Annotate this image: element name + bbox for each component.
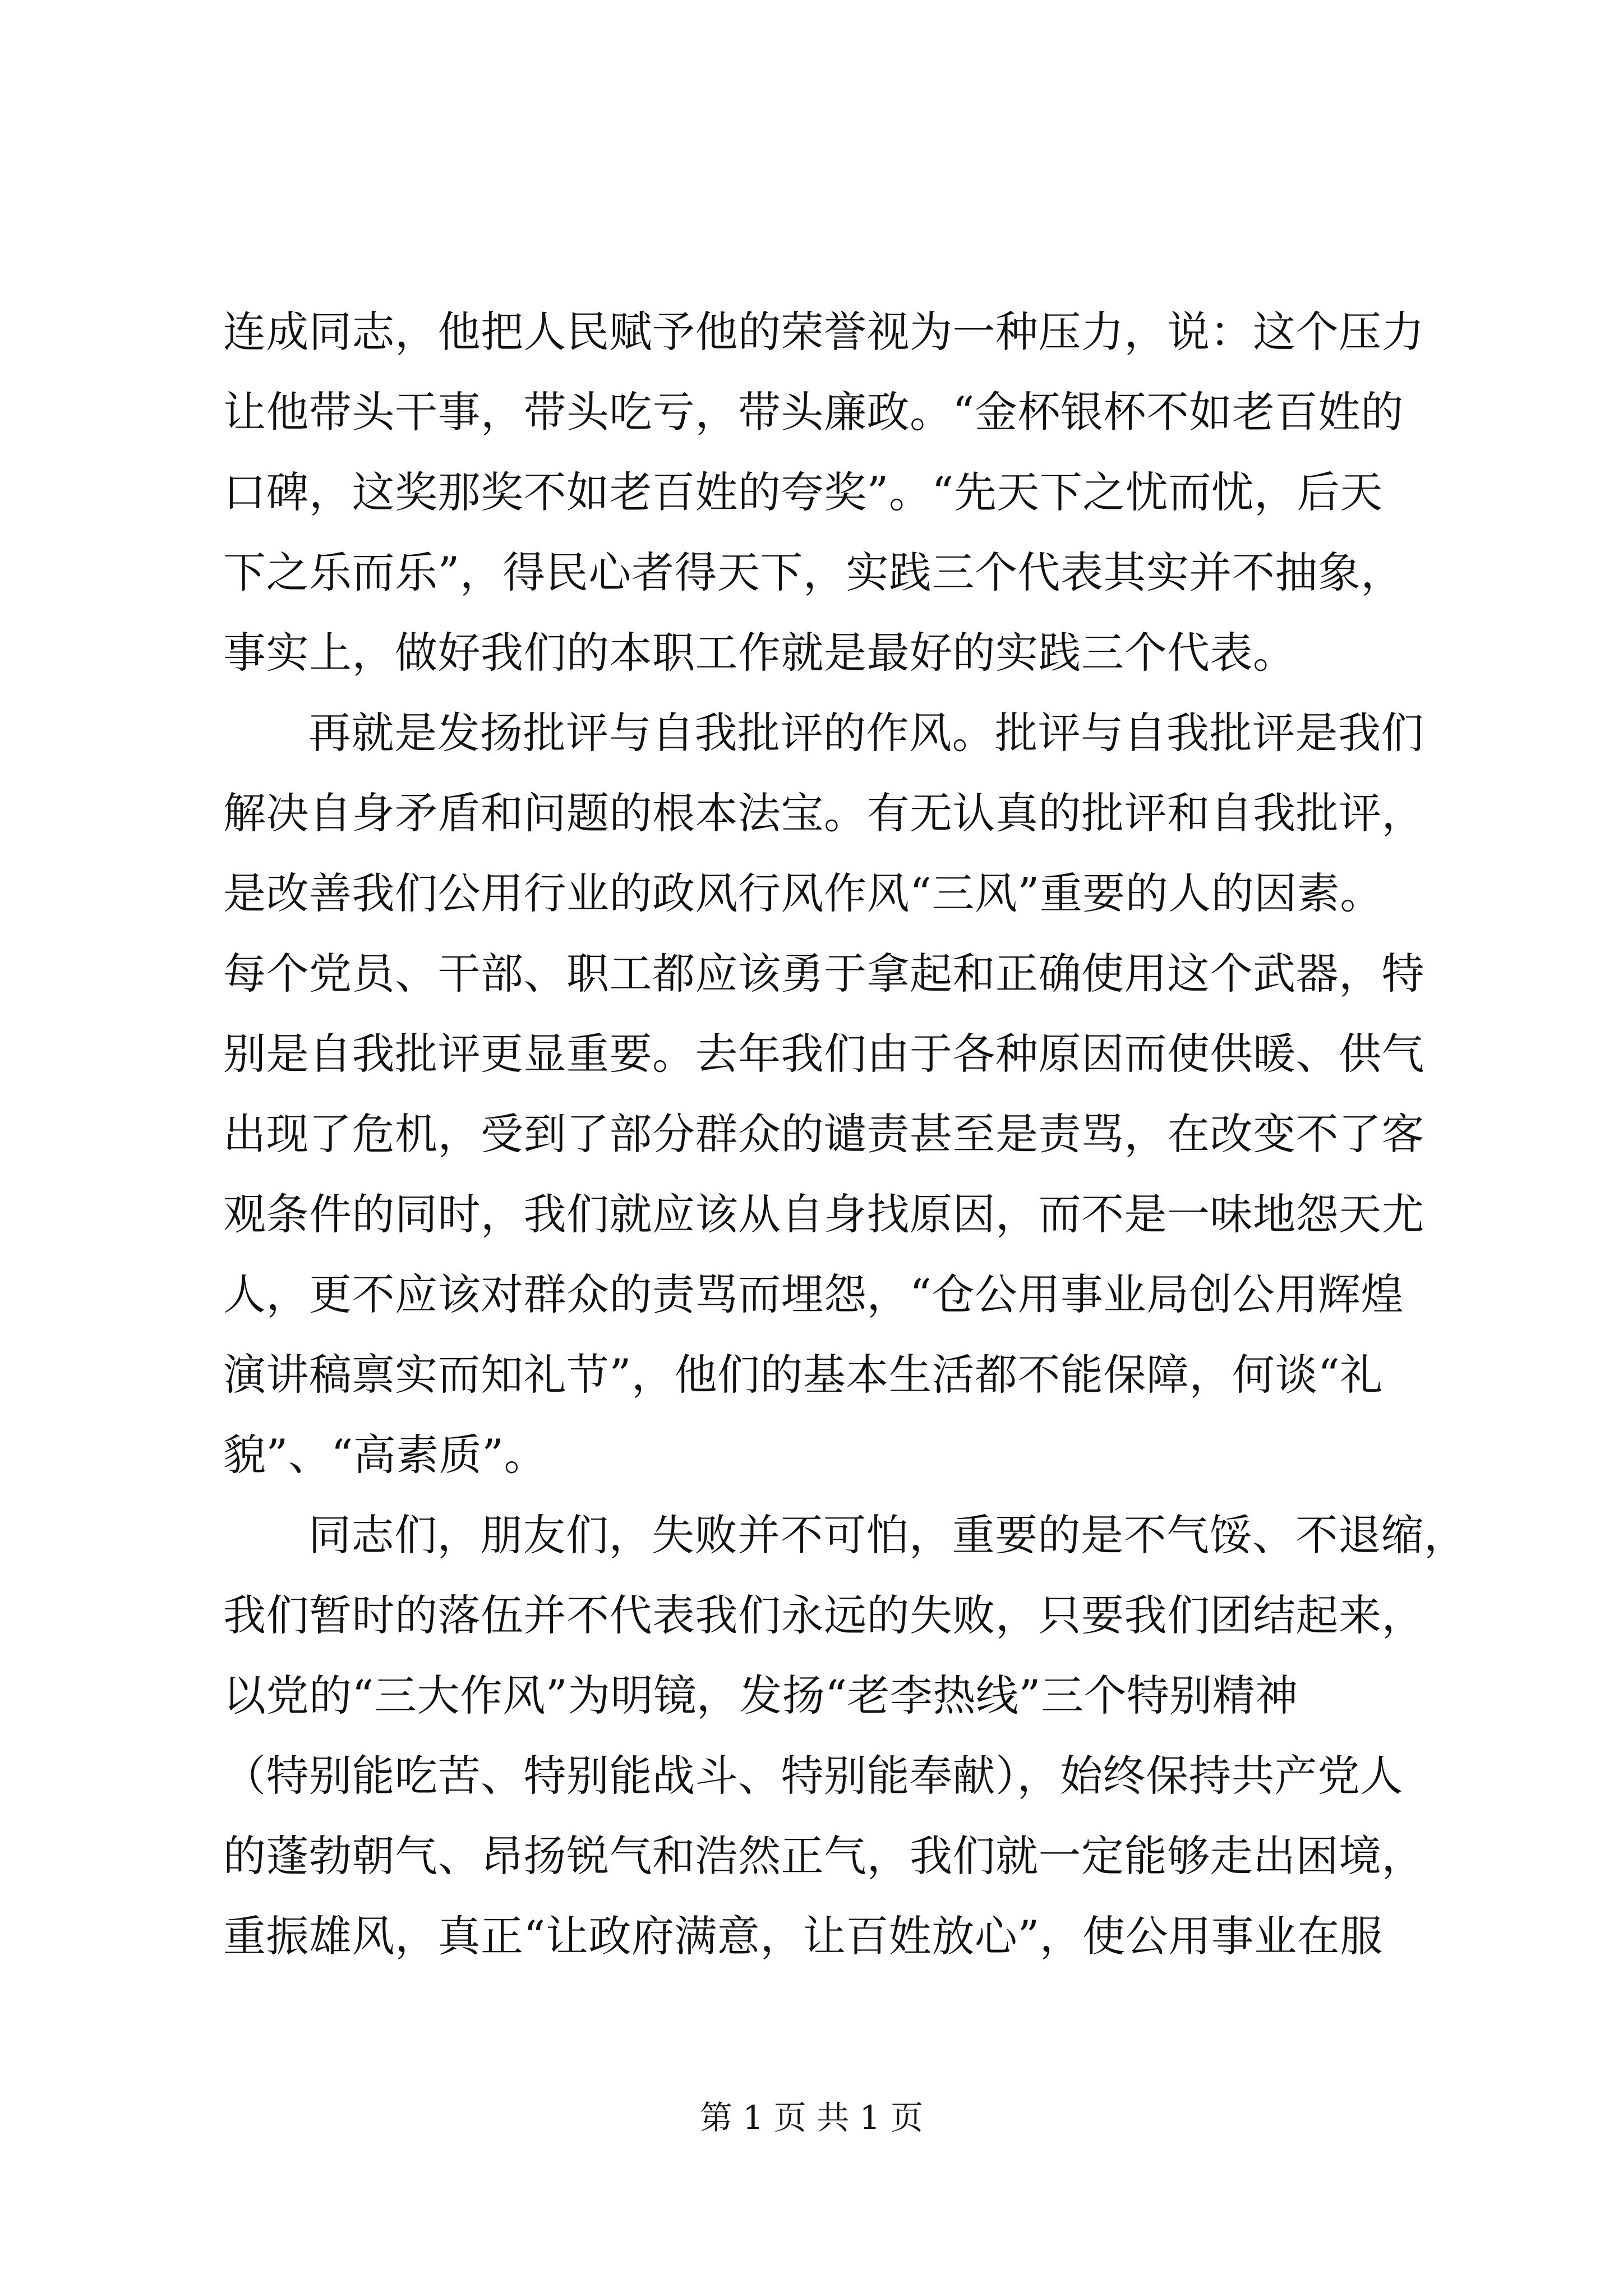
- text-line: 同志们，朋友们，失败并不可怕，重要的是不气馁、不退缩，: [308, 1510, 1467, 1560]
- text-line: 出现了危机，受到了部分群众的谴责甚至是责骂，在改变不了客: [223, 1109, 1424, 1159]
- text-line: 别是自我批评更显重要。去年我们由于各种原因而使供暖、供气: [223, 1029, 1424, 1079]
- text-line: 重振雄风，真正“让政府满意，让百姓放心”，使公用事业在服: [223, 1911, 1383, 1961]
- paragraph-1: [223, 292, 1424, 693]
- text-line: 再就是发扬批评与自我批评的作风。批评与自我批评是我们: [308, 708, 1424, 758]
- text-line: 观条件的同时，我们就应该从自身找原因，而不是一味地怨天尤: [223, 1189, 1424, 1239]
- text-line: 事实上，做好我们的本职工作就是最好的实践三个代表。: [223, 628, 1296, 678]
- text-line: 连成同志，他把人民赋予他的荣誉视为一种压力，说：这个压力: [223, 307, 1424, 357]
- text-line: 解决自身矛盾和问题的根本法宝。有无认真的批评和自我批评，: [223, 788, 1424, 838]
- text-line: 演讲稿禀实而知礼节”，他们的基本生活都不能保障，何谈“礼: [223, 1350, 1383, 1400]
- text-line: 的蓬勃朝气、昂扬锐气和浩然正气，我们就一定能够走出困境，: [223, 1831, 1424, 1881]
- text-line: 是改善我们公用行业的政风行风作风“三风”重要的人的因素。: [223, 868, 1383, 918]
- text-line: 让他带头干事，带头吃亏，带头廉政。“金杯银杯不如老百姓的: [223, 387, 1404, 437]
- text-line: 以党的“三大作风”为明镜，发扬“老李热线”三个特别精神: [223, 1671, 1298, 1720]
- text-line: 每个党员、干部、职工都应该勇于拿起和正确使用这个武器，特: [223, 949, 1424, 999]
- paragraph-3: [223, 1495, 1467, 1976]
- page-number-label: 第 1 页 共 1 页: [700, 2099, 923, 2137]
- paragraph-2: [223, 693, 1424, 1495]
- page-footer: [0, 2098, 1623, 2137]
- text-line: 下之乐而乐”，得民心者得天下，实践三个代表其实并不抽象，: [223, 547, 1404, 597]
- text-line: 貌”、“高素质”。: [223, 1430, 547, 1480]
- text-line: 人，更不应该对群众的责骂而埋怨，“仓公用事业局创公用辉煌: [223, 1269, 1404, 1319]
- text-line: 口碑，这奖那奖不如老百姓的夸奖”。“先天下之忧而忧，后天: [223, 467, 1383, 517]
- text-line: （特别能吃苦、特别能战斗、特别能奉献），始终保持共产党人: [223, 1751, 1403, 1801]
- document-body: [223, 292, 1467, 1976]
- text-line: 我们暂时的落伍并不代表我们永远的失败，只要我们团结起来，: [223, 1590, 1424, 1640]
